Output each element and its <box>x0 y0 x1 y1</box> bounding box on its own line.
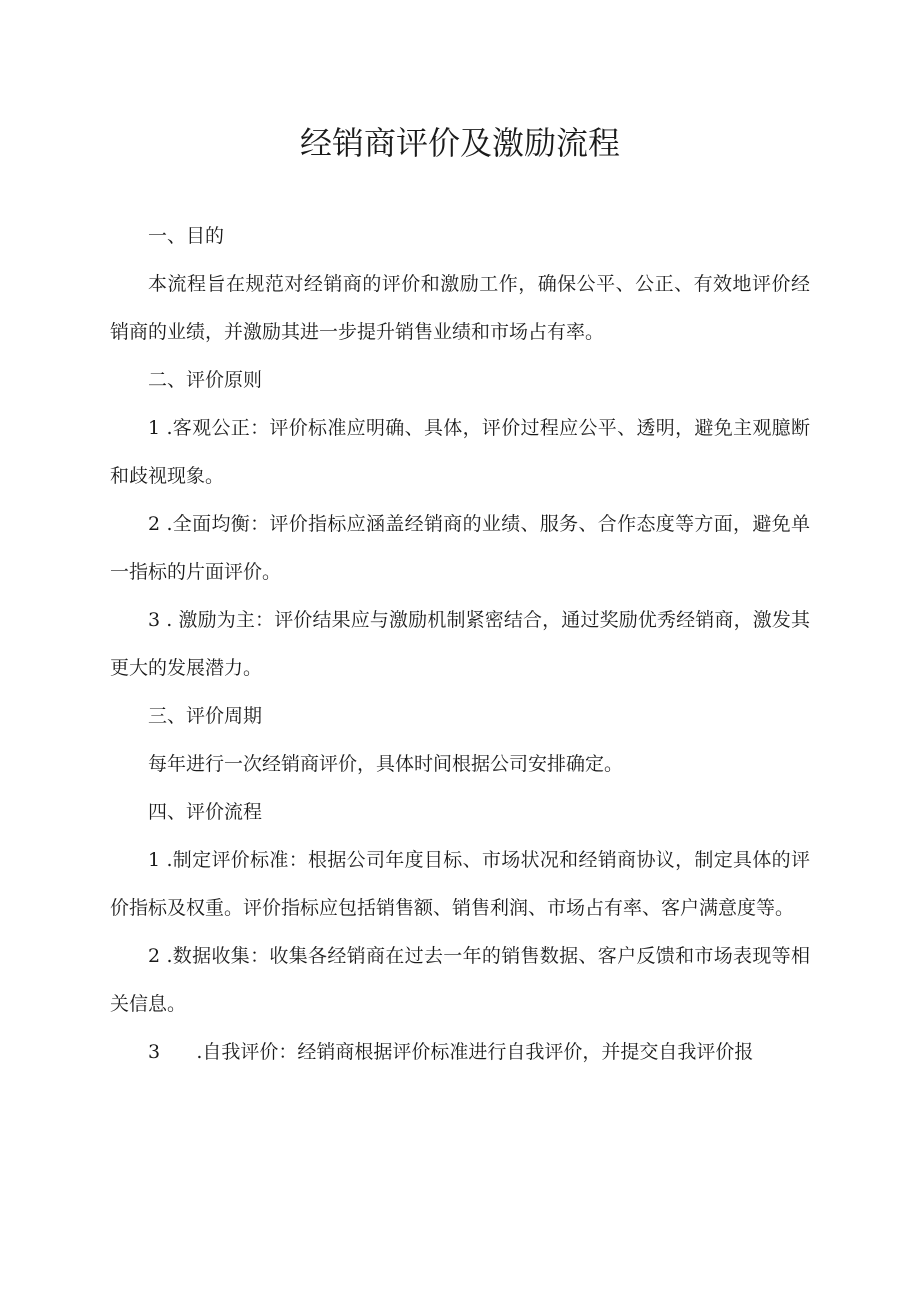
paragraph-purpose: 本流程旨在规范对经销商的评价和激励工作，确保公平、公正、有效地评价经销商的业绩，并激励其进一步提升销售业绩和市场占有率。 <box>110 273 810 343</box>
paragraph-principle-2: 2 .全面均衡：评价指标应涵盖经销商的业绩、服务、合作态度等方面，避免单一指标的片面评价。 <box>110 513 810 583</box>
paragraph-cycle: 每年进行一次经销商评价，具体时间根据公司安排确定。 <box>148 753 624 775</box>
paragraph-principle-1: 1 .客观公正：评价标准应明确、具体，评价过程应公平、透明，避免主观臆断和歧视现象。 <box>110 417 810 487</box>
section-heading-principles: 二、评价原则 <box>148 369 263 391</box>
paragraph-process-1: 1 .制定评价标准：根据公司年度目标、市场状况和经销商协议，制定具体的评价指标及权重。评价指标应包括销售额、销售利润、市场占有率、客户满意度等。 <box>110 849 810 919</box>
paragraph-process-3: 3 .自我评价：经销商根据评价标准进行自我评价，并提交自我评价报 <box>148 1041 754 1063</box>
section-heading-process: 四、评价流程 <box>148 801 263 823</box>
document-title: 经销商评价及激励流程 <box>299 124 620 162</box>
section-heading-cycle: 三、评价周期 <box>148 705 263 727</box>
section-heading-purpose: 一、目的 <box>148 225 225 247</box>
document-body <box>110 212 810 1076</box>
paragraph-process-2: 2 .数据收集：收集各经销商在过去一年的销售数据、客户反馈和市场表现等相关信息。 <box>110 945 810 1015</box>
paragraph-principle-3: 3 . 激励为主：评价结果应与激励机制紧密结合，通过奖励优秀经销商，激发其更大的发展潜力。 <box>110 609 810 679</box>
